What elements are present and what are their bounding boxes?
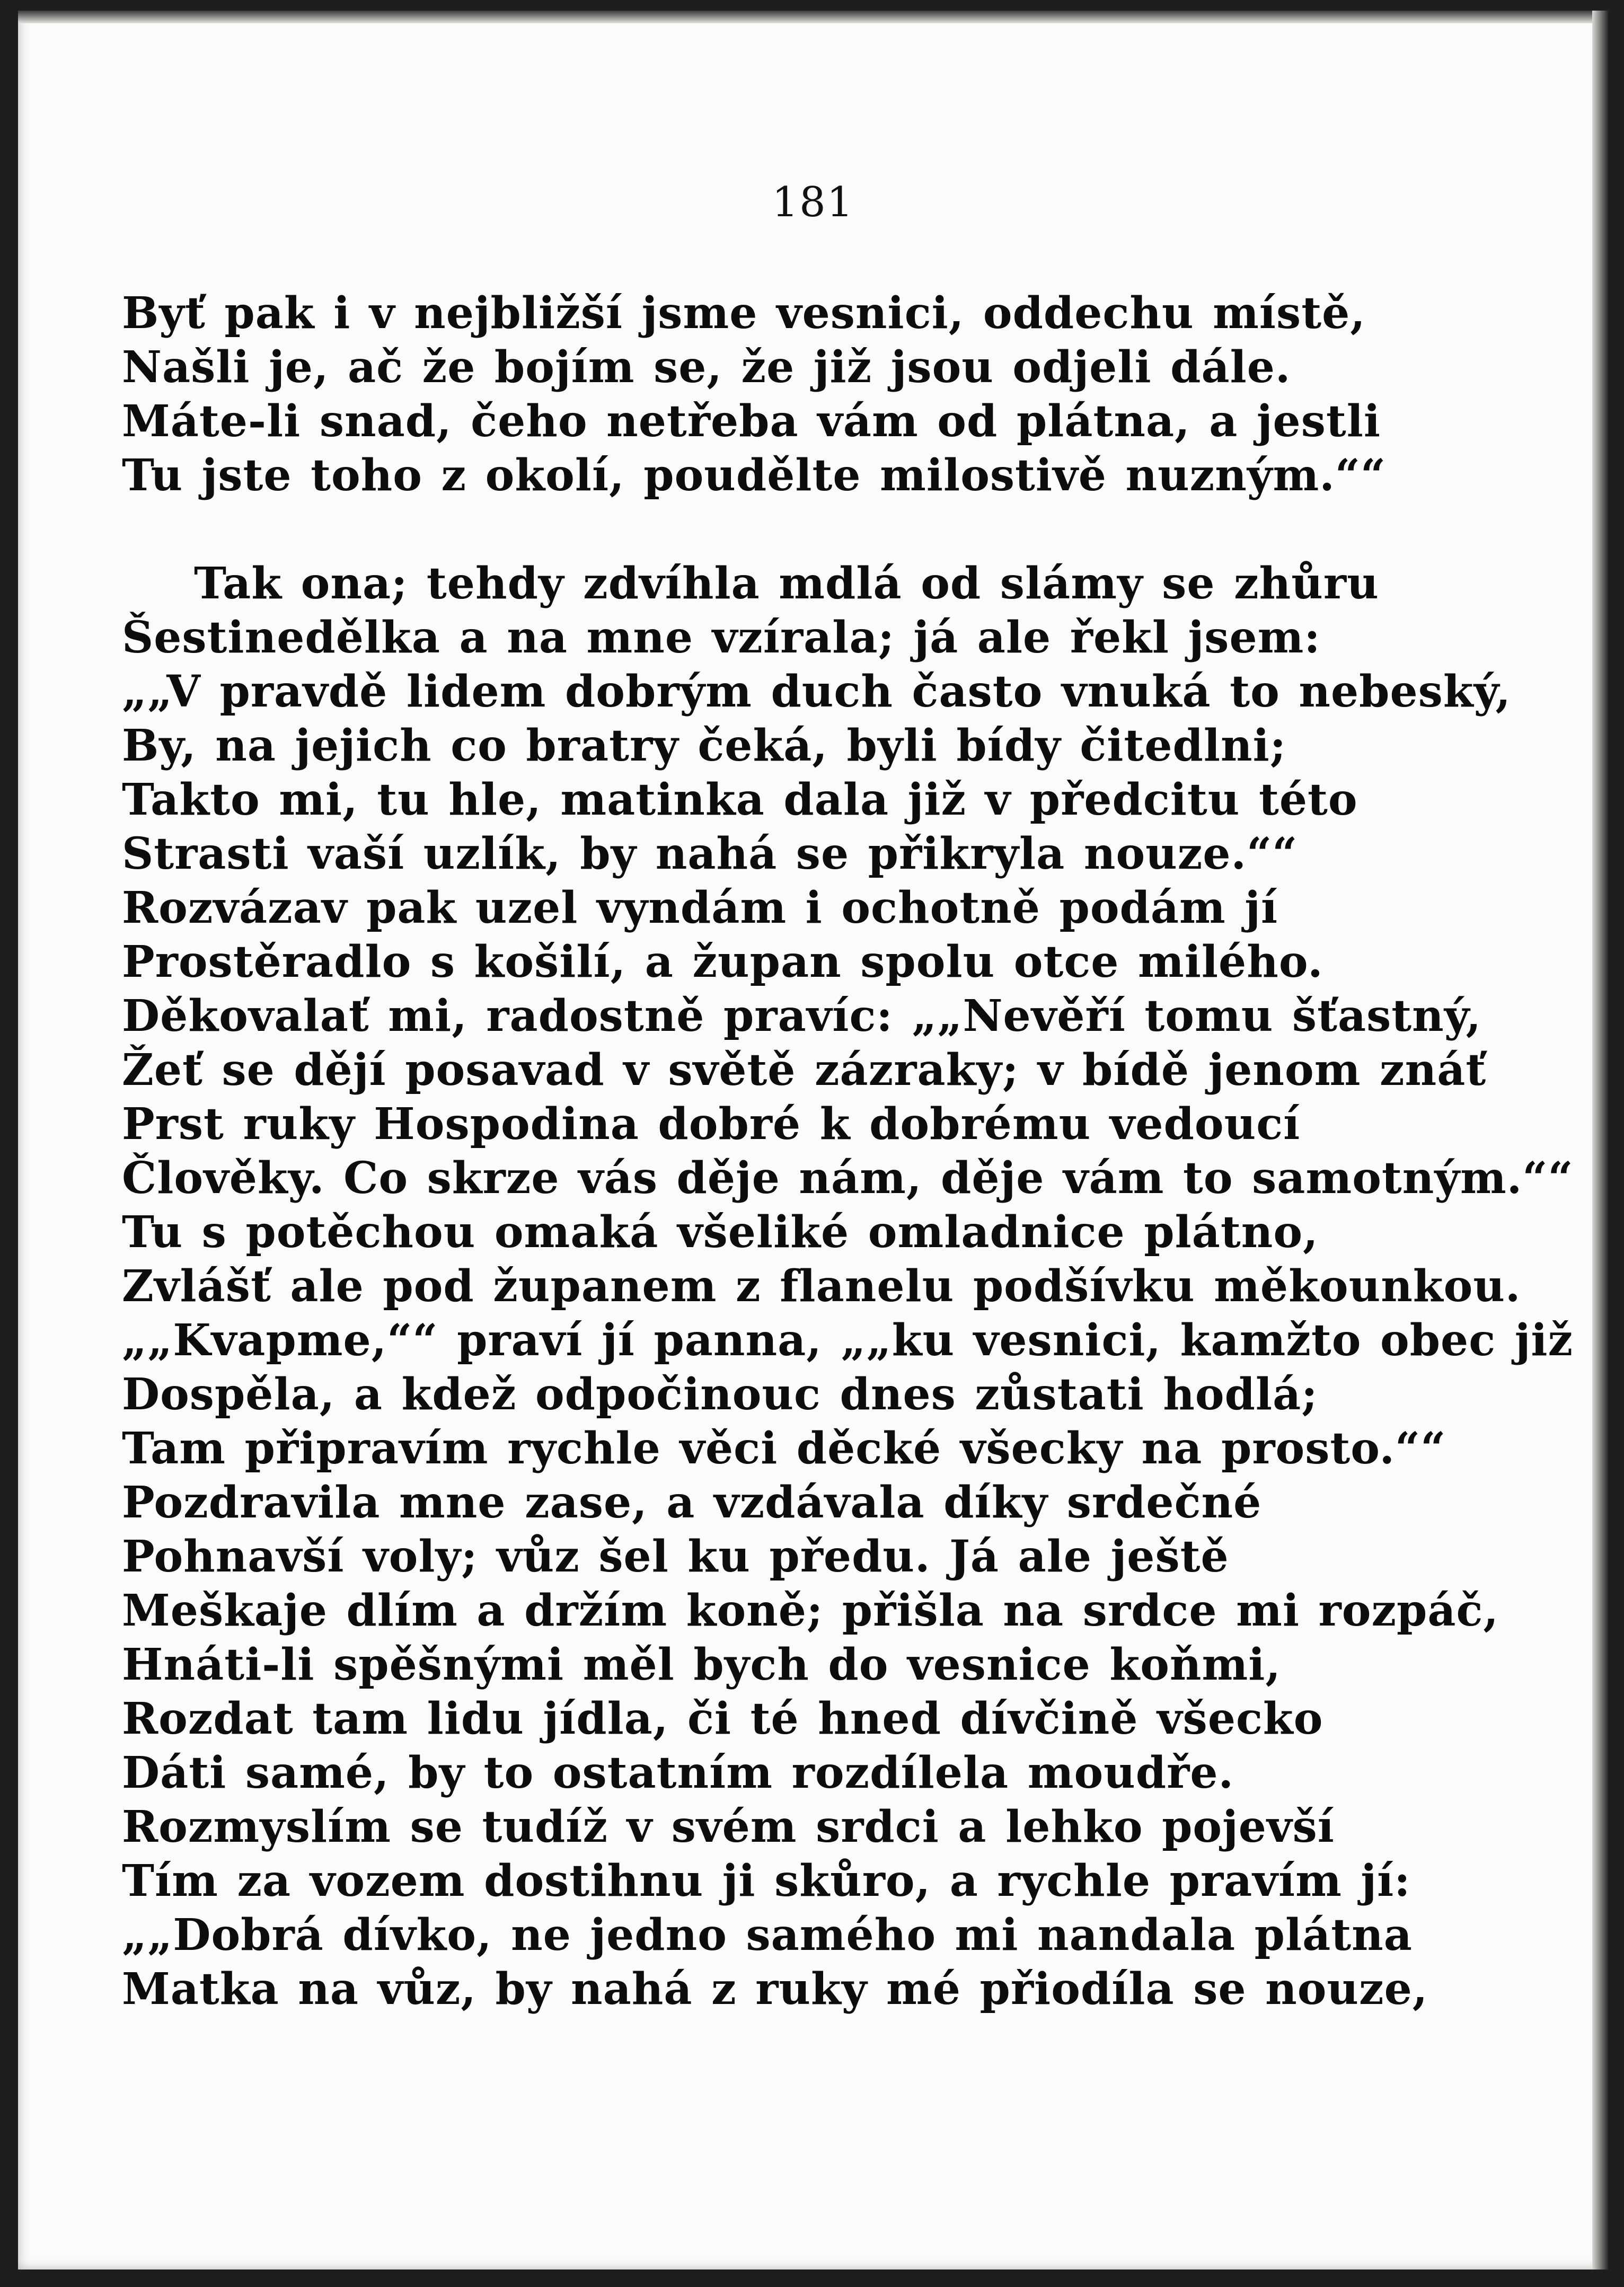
page-top-edge [18,11,1608,23]
page-number: 181 [772,179,854,226]
verse-line: Byť pak i v nejbližší jsme vesnici, oddechu místě, [122,288,1366,339]
verse-line: Matka na vůz, by nahá z ruky mé přiodíla se nouze, [122,1964,1428,2015]
verse-line: Meškaje dlím a držím koně; přišla na srdce mi rozpáč, [122,1585,1499,1636]
verse-line: Dospěla, a kdež odpočinouc dnes zůstati hodlá; [122,1369,1318,1420]
book-page [18,11,1608,2270]
verse-line: Člověky. Co skrze vás děje nám, děje vám to samotným.““ [122,1153,1574,1204]
verse-line: Tím za vozem dostihnu ji skůro, a rychle pravím jí: [122,1856,1411,1906]
verse-line: Pohnavší voly; vůz šel ku předu. Já ale ještě [122,1531,1229,1582]
verse-line: Tu s potěchou omaká všeliké omladnice plátno, [122,1207,1319,1258]
verse-line: Tak ona; tehdy zdvíhla mdlá od slámy se zhůru [194,558,1379,609]
verse-line: Rozvázav pak uzel vyndám i ochotně podám jí [122,882,1278,933]
verse-line: Děkovalať mi, radostně pravíc: „„Nevěří tomu šťastný, [122,991,1482,1041]
verse-line: Prst ruky Hospodina dobré k dobrému vedoucí [122,1099,1301,1150]
stanza-1 [122,286,1386,502]
verse-line: Hnáti-li spěšnými měl bych do vesnice koňmi, [122,1639,1281,1690]
verse-line: Rozdat tam lidu jídla, či té hned dívčině všecko [122,1693,1323,1744]
page-right-edge [1592,11,1608,2270]
verse-line: Šestinedělka a na mne vzírala; já ale řekl jsem: [122,612,1321,663]
verse-line: Pozdravila mne zase, a vzdávala díky srdečné [122,1477,1262,1528]
verse-line: Žeť se dějí posavad v světě zázraky; v bídě jenom znáť [122,1045,1487,1096]
verse-line: „„Kvapme,““ praví jí panna, „„ku vesnici, kamžto obec již [122,1315,1574,1366]
verse-line: By, na jejich co bratry čeká, byli bídy čitedlni; [122,720,1287,771]
verse-line: „„Dobrá dívko, ne jedno samého mi nandala plátna [122,1910,1413,1961]
verse-line: „„V pravdě lidem dobrým duch často vnuká to nebeský, [122,666,1511,717]
verse-line: Tam připravím rychle věci děcké všecky na prosto.““ [122,1423,1446,1474]
verse-line: Prostěradlo s košilí, a župan spolu otce milého. [122,937,1323,987]
stanza-2 [122,557,1574,2016]
verse-line: Takto mi, tu hle, matinka dala již v předcitu této [122,774,1358,825]
verse-line: Dáti samé, by to ostatním rozdílela moudře. [122,1747,1234,1798]
verse-line: Rozmyslím se tudíž v svém srdci a lehko pojevší [122,1802,1335,1852]
verse-line: Zvlášť ale pod županem z flanelu podšívku měkounkou. [122,1261,1521,1312]
verse-line: Našli je, ač že bojím se, že již jsou odjeli dále. [122,342,1291,393]
verse-line: Strasti vaší uzlík, by nahá se přikryla nouze.““ [122,828,1298,879]
verse-line: Máte-li snad, čeho netřeba vám od plátna, a jestli [122,396,1381,447]
verse-line: Tu jste toho z okolí, poudělte milostivě nuzným.““ [122,450,1387,501]
